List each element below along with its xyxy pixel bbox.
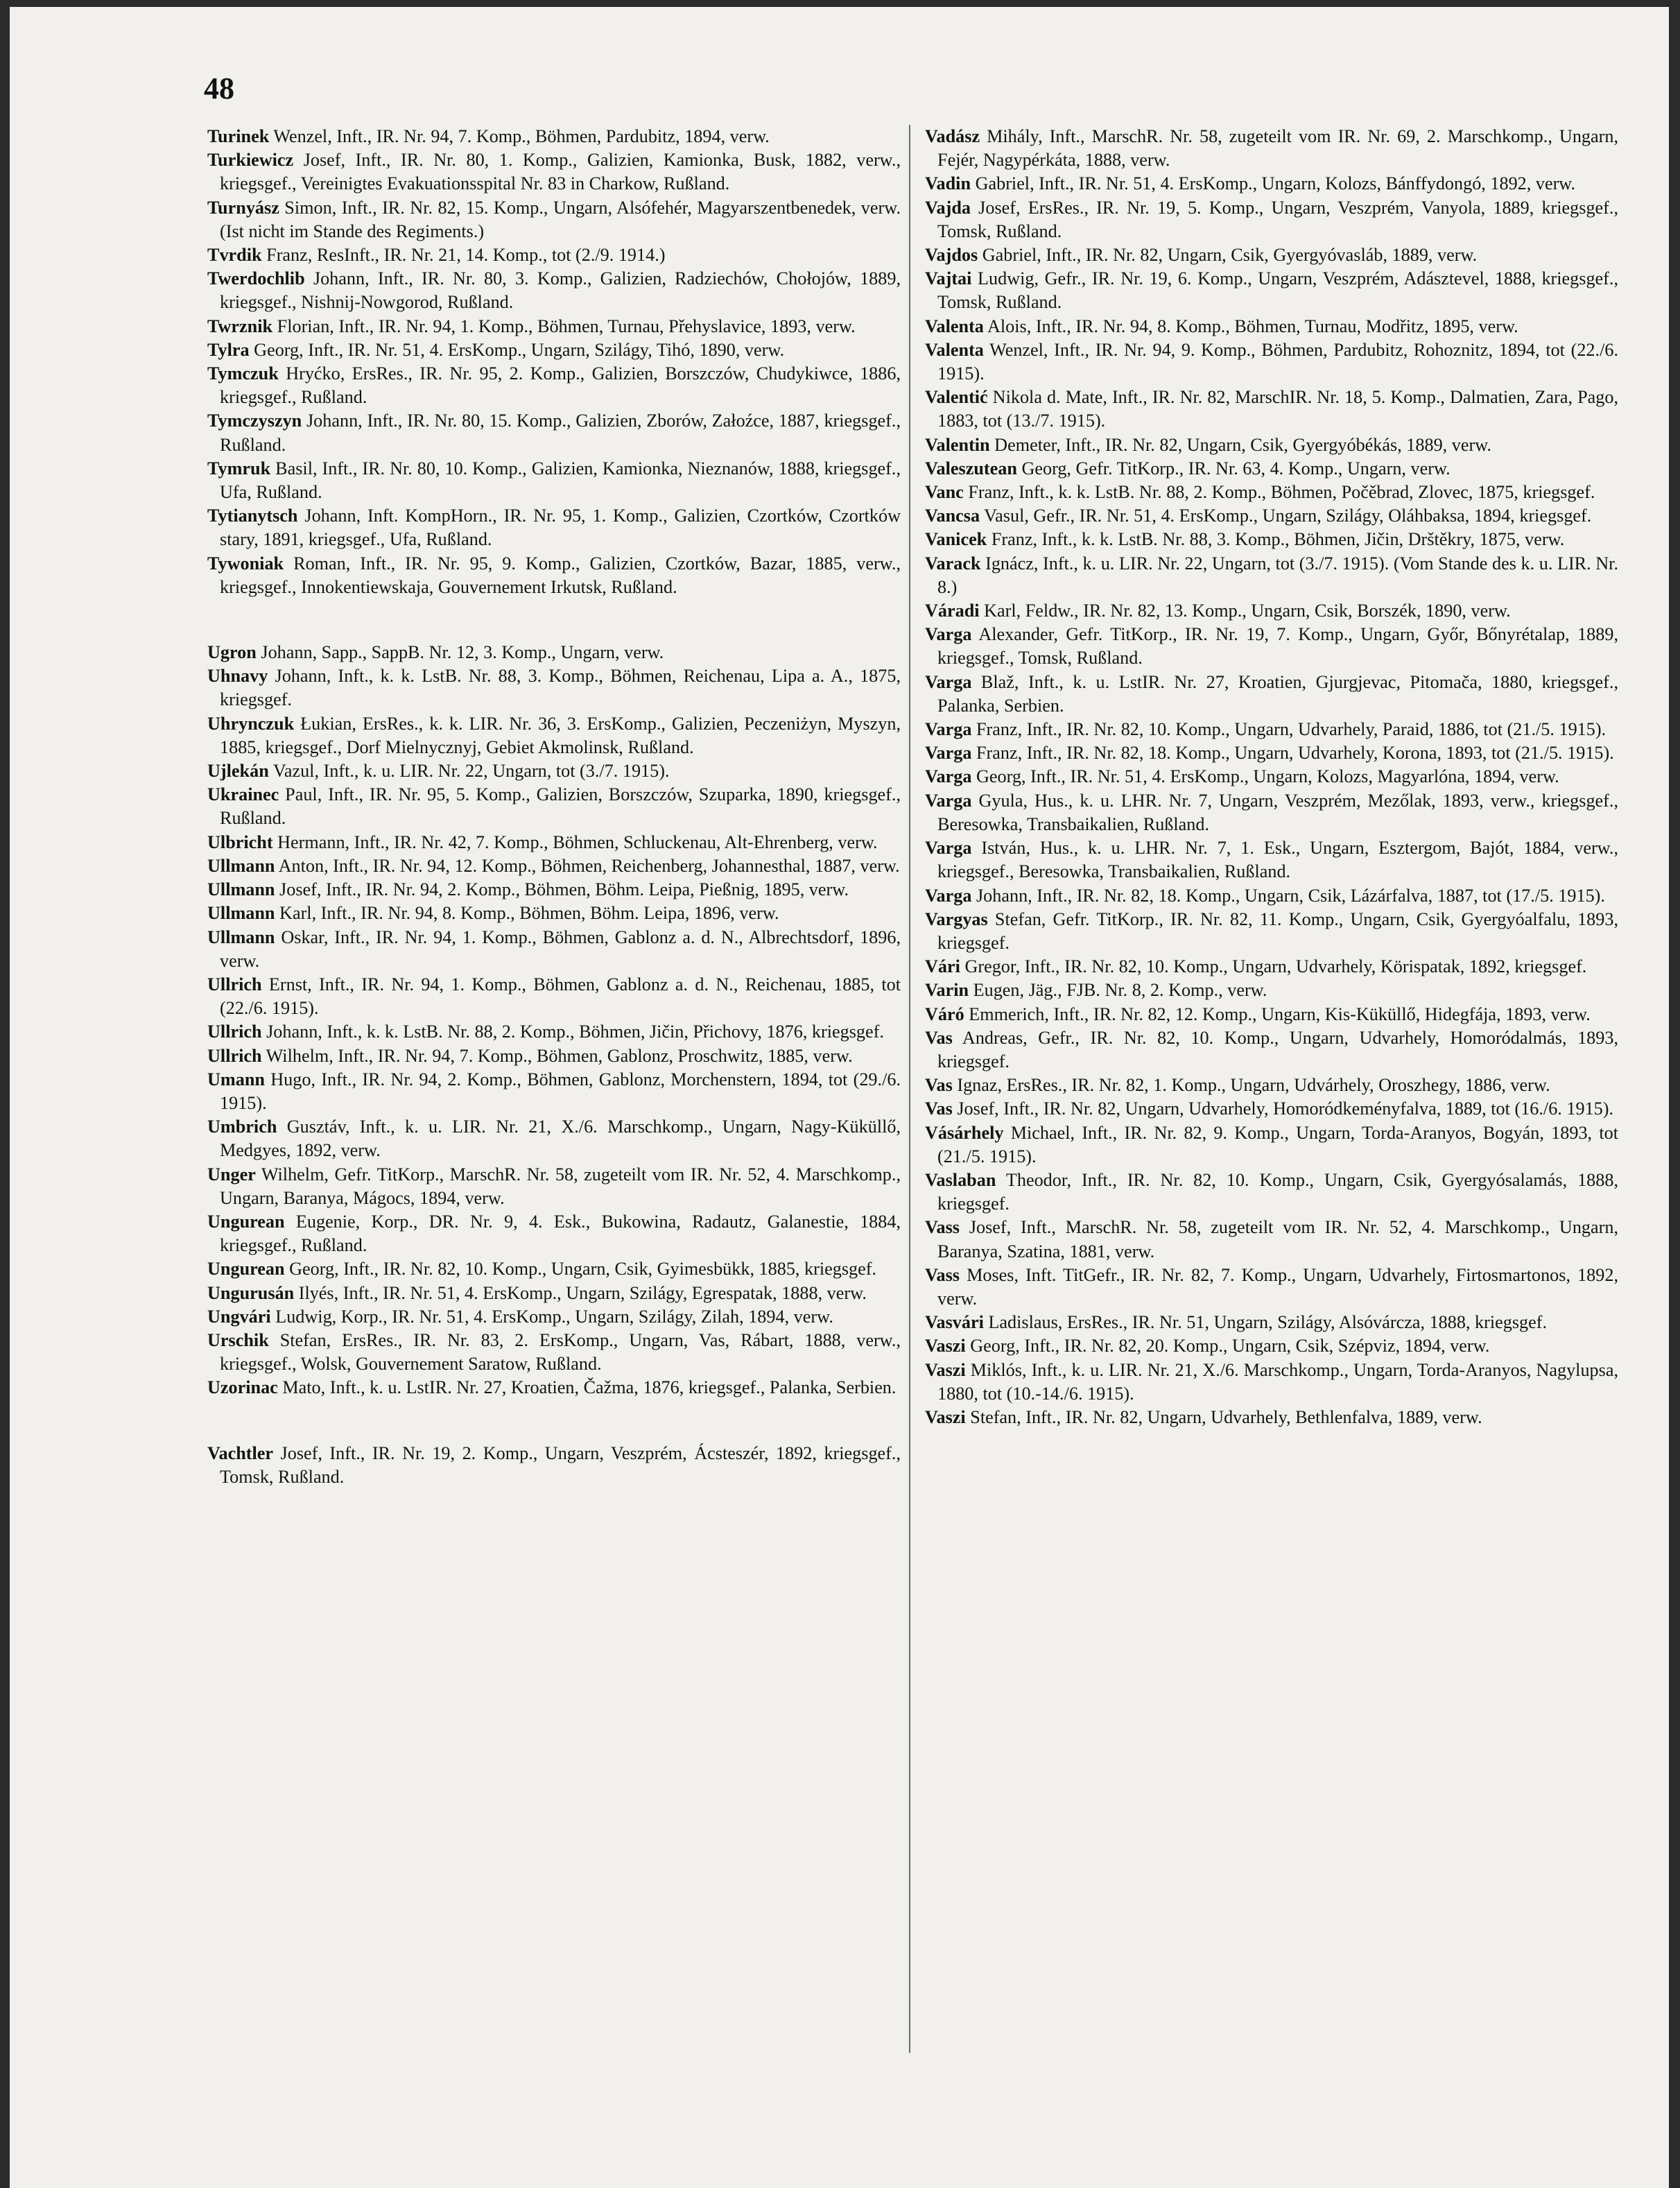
register-entry [207,1020,901,1044]
entry-details: Johann, Inft., k. k. LstB. Nr. 88, 3. Komp., Böhmen, Reichenau, Lipa a. A., 1875, kriegsgef. [220,666,901,710]
entry-surname: Vajdos [925,245,978,266]
entry-details: Stefan, Gefr. TitKorp., IR. Nr. 82, 11. Komp., Ungarn, Csik, Gyergyóalfalu, 1893, kriegsgef. [937,908,1618,953]
entry-surname: Vári [925,956,960,977]
entry-surname: Uzorinac [207,1377,278,1398]
entry-surname: Varga [925,885,972,906]
register-entry [925,979,1618,1002]
entry-surname: Tvrdik [207,245,262,266]
entry-surname: Valeszutean [925,458,1017,479]
register-entry [207,1068,901,1115]
register-entry [925,1264,1618,1311]
register-entry [207,338,901,362]
entry-details: Eugenie, Korp., DR. Nr. 9, 4. Esk., Bukowina, Radautz, Galanestie, 1884, kriegsgef., Rußland. [220,1211,901,1256]
register-entry [207,1257,901,1281]
entry-surname: Turkiewicz [207,150,294,171]
entry-details: Josef, Inft., IR. Nr. 94, 2. Komp., Böhmen, Böhm. Leipa, Pießnig, 1895, verw. [275,879,849,900]
entry-details: Vazul, Inft., k. u. LIR. Nr. 22, Ungarn, tot (3./7. 1915). [268,761,670,782]
entry-details: Michael, Inft., IR. Nr. 82, 9. Komp., Ungarn, Torda-Aranyos, Bogyán, 1893, tot (21./5. 1915). [937,1122,1618,1166]
register-entry [925,1406,1618,1429]
register-entry [207,973,901,1020]
entry-surname: Valenta [925,339,984,360]
column-divider [909,125,910,2053]
entry-surname: Varga [925,624,972,645]
register-entry [925,765,1618,789]
entry-details: Emmerich, Inft., IR. Nr. 82, 12. Komp., Ungarn, Kis-Küküllő, Hidegfája, 1893, verw. [964,1003,1591,1024]
register-entry [925,623,1618,670]
entry-surname: Tylra [207,339,250,360]
entry-details: Vasul, Gefr., IR. Nr. 51, 4. ErsKomp., Ungarn, Szilágy, Oláhbaksa, 1894, kriegsgef. [980,506,1592,526]
entry-surname: Varga [925,671,972,692]
register-entry [925,1311,1618,1334]
register-entry [925,338,1618,386]
register-entry [925,884,1618,908]
entry-surname: Umbrich [207,1117,277,1137]
entry-surname: Valenta [925,316,984,336]
entry-surname: Urschik [207,1329,269,1350]
entry-details: Anton, Inft., IR. Nr. 94, 12. Komp., Böhmen, Reichenberg, Johannesthal, 1887, verw. [275,855,900,876]
entry-surname: Tytianytsch [207,506,298,526]
entry-surname: Unger [207,1164,256,1185]
entry-details: Łukian, ErsRes., k. k. LIR. Nr. 36, 3. ErsKomp., Galizien, Peczeniżyn, Myszyn, 1885, kriegsgef., Dorf Mielnycznyj, Gebiet Akmolinsk, Rußland. [220,713,901,757]
register-entry [207,552,901,599]
entry-details: Josef, ErsRes., IR. Nr. 19, 5. Komp., Ungarn, Veszprém, Vanyola, 1889, kriegsgef., Tomsk, Rußland. [937,197,1618,241]
entry-details: Franz, ResInft., IR. Nr. 21, 14. Komp., tot (2./9. 1914.) [261,245,666,266]
register-entry [207,504,901,551]
entry-details: Ludwig, Korp., IR. Nr. 51, 4. ErsKomp., Ungarn, Szilágy, Zilah, 1894, verw. [270,1306,833,1327]
entry-details: Georg, Inft., IR. Nr. 51, 4. ErsKomp., Ungarn, Szilágy, Tihó, 1890, verw. [249,339,785,360]
entry-details: Wilhelm, Inft., IR. Nr. 94, 7. Komp., Böhmen, Gablonz, Proschwitz, 1885, verw. [261,1045,853,1066]
register-entry [925,1121,1618,1169]
entry-details: Gabriel, Inft., IR. Nr. 82, Ungarn, Csik, Gyergyóvasláb, 1889, verw. [978,245,1478,266]
entry-surname: Varack [925,553,981,574]
register-entry [925,741,1618,765]
entry-surname: Vaszi [925,1336,966,1356]
entry-details: Gusztáv, Inft., k. u. LIR. Nr. 21, X./6. Marschkomp., Ungarn, Nagy-Küküllő, Medgyes, 1892, verw. [220,1117,901,1161]
entry-surname: Varga [925,790,972,811]
register-entry [207,267,901,314]
entry-surname: Ujlekán [207,761,269,782]
register-entry [925,955,1618,979]
register-entry [207,125,901,148]
entry-surname: Ukrainec [207,784,279,805]
register-entry [925,1003,1618,1026]
register-entry [925,433,1618,457]
entry-surname: Váradi [925,601,980,621]
register-entry [925,1074,1618,1097]
register-entry [925,1169,1618,1216]
entry-surname: Vas [925,1027,953,1048]
entry-surname: Vadász [925,126,980,146]
entry-surname: Vajda [925,197,971,218]
register-entry [925,599,1618,623]
register-entry [925,386,1618,433]
register-entry [925,1334,1618,1358]
entry-surname: Vanicek [925,529,987,550]
register-entry [207,831,901,854]
entry-details: Josef, Inft., IR. Nr. 80, 1. Komp., Galizien, Kamionka, Busk, 1882, verw., kriegsgef., Vereinigtes Evakuationsspital Nr. 83 in Charkow, Rußland. [220,150,901,194]
register-entry [207,1210,901,1257]
register-entry [925,315,1618,338]
entry-details: Gyula, Hus., k. u. LHR. Nr. 7, Ungarn, Veszprém, Mezőlak, 1893, verw., kriegsgef., Beresowka, Transbaikalien, Rußland. [937,790,1618,834]
entry-surname: Tymczuk [207,363,279,384]
entry-details: Karl, Inft., IR. Nr. 94, 8. Komp., Böhmen, Böhm. Leipa, 1896, verw. [275,903,779,924]
entry-surname: Varin [925,980,969,1001]
register-entry [925,481,1618,504]
entry-surname: Vas [925,1075,953,1096]
entry-surname: Turnyász [207,197,279,218]
entry-surname: Váró [925,1003,964,1024]
register-entry [207,315,901,338]
entry-details: Wenzel, Inft., IR. Nr. 94, 7. Komp., Böhmen, Pardubitz, 1894, verw. [269,126,770,146]
entry-surname: Ungurean [207,1259,285,1280]
register-entry [207,712,901,759]
entry-surname: Ulbricht [207,832,273,852]
entry-surname: Vasvári [925,1312,984,1333]
register-entry [925,552,1618,599]
entry-details: Johann, Inft. KompHorn., IR. Nr. 95, 1. Komp., Galizien, Czortków, Czortków stary, 1891, kriegsgef., Ufa, Rußland. [220,506,901,550]
register-entry [207,1044,901,1068]
entry-details: Blaž, Inft., k. u. LstIR. Nr. 27, Kroatien, Gjurgjevac, Pitomača, 1880, kriegsgef., Palanka, Serbien. [937,671,1618,716]
entry-details: Johann, Inft., IR. Nr. 82, 18. Komp., Ungarn, Csik, Lázárfalva, 1887, tot (17./5. 1915). [971,885,1605,906]
entry-details: Mihály, Inft., MarschR. Nr. 58, zugeteilt vom IR. Nr. 69, 2. Marschkomp., Ungarn, Fejér, Nagypérkáta, 1888, verw. [937,126,1618,171]
entry-details: Georg, Inft., IR. Nr. 82, 10. Komp., Ungarn, Csik, Gyimesbükk, 1885, kriegsgef. [284,1259,877,1280]
entry-details: Alois, Inft., IR. Nr. 94, 8. Komp., Böhmen, Turnau, Modřitz, 1895, verw. [983,316,1518,336]
entry-details: Demeter, Inft., IR. Nr. 82, Ungarn, Csik, Gyergyóbékás, 1889, verw. [989,434,1491,455]
entry-details: Nikola d. Mate, Inft., IR. Nr. 82, MarschIR. Nr. 18, 5. Komp., Dalmatien, Zara, Pago, 1883, tot (13./7. 1915). [937,387,1618,431]
register-entry [925,718,1618,741]
entry-surname: Vajtai [925,268,972,289]
entry-details: Georg, Gefr. TitKorp., IR. Nr. 63, 4. Komp., Ungarn, verw. [1016,458,1450,479]
entry-surname: Twerdochlib [207,268,305,289]
entry-details: Johann, Inft., k. k. LstB. Nr. 88, 2. Komp., Böhmen, Jičin, Přichovy, 1876, kriegsgef. [261,1022,884,1042]
entry-details: Wenzel, Inft., IR. Nr. 94, 9. Komp., Böhmen, Pardubitz, Rohoznitz, 1894, tot (22./6. 1915). [937,339,1618,384]
entry-details: Gabriel, Inft., IR. Nr. 51, 4. ErsKomp., Ungarn, Kolozs, Bánffydongó, 1892, verw. [971,173,1576,194]
register-entry [925,504,1618,528]
entry-details: Paul, Inft., IR. Nr. 95, 5. Komp., Galizien, Borszczów, Szuparka, 1890, kriegsgef., Rußland. [220,784,901,829]
register-entry [207,196,901,243]
entry-surname: Turinek [207,126,270,146]
section-gap [207,599,901,641]
entry-details: Florian, Inft., IR. Nr. 94, 1. Komp., Böhmen, Turnau, Přehyslavice, 1893, verw. [272,316,856,336]
entry-details: Ignaz, ErsRes., IR. Nr. 82, 1. Komp., Ungarn, Udvárhely, Oroszhegy, 1886, verw. [952,1075,1550,1096]
entry-details: Eugen, Jäg., FJB. Nr. 8, 2. Komp., verw. [969,980,1267,1001]
entry-details: Ernst, Inft., IR. Nr. 94, 1. Komp., Böhmen, Gablonz a. d. N., Reichenau, 1885, tot (22./6. 1915). [220,974,901,1019]
entry-details: István, Hus., k. u. LHR. Nr. 7, 1. Esk., Ungarn, Esztergom, Bajót, 1884, verw., kriegsgef., Beresowka, Transbaikalien, Rußland. [937,838,1618,882]
entry-details: Georg, Inft., IR. Nr. 82, 20. Komp., Ungarn, Csik, Szépviz, 1894, verw. [965,1336,1490,1356]
register-entry [207,1329,901,1376]
entry-details: Karl, Feldw., IR. Nr. 82, 13. Komp., Ungarn, Csik, Borszék, 1890, verw. [979,601,1511,621]
entry-surname: Vaslaban [925,1169,996,1190]
entry-details: Miklós, Inft., k. u. LIR. Nr. 21, X./6. Marschkomp., Ungarn, Torda-Aranyos, Nagylupsa, 1880, tot (10.-14./6. 1915). [937,1359,1618,1404]
entry-details: Gregor, Inft., IR. Nr. 82, 10. Komp., Ungarn, Udvarhely, Körispatak, 1892, kriegsgef. [960,956,1587,977]
entry-details: Hryćko, ErsRes., IR. Nr. 95, 2. Komp., Galizien, Borszczów, Chudykiwce, 1886, kriegsgef., Rußland. [220,363,901,408]
register-entry [207,664,901,712]
register-entry [925,836,1618,884]
register-entry [925,528,1618,551]
entry-surname: Ugron [207,642,257,663]
entry-details: Theodor, Inft., IR. Nr. 82, 10. Komp., Ungarn, Csik, Gyergyósalamás, 1888, kriegsgef. [937,1169,1618,1214]
register-entry [207,457,901,504]
entry-surname: Tymczyszyn [207,411,302,431]
register-entry [207,1442,901,1489]
entry-details: Alexander, Gefr. TitKorp., IR. Nr. 19, 7. Komp., Ungarn, Győr, Bőnyrétalap, 1889, kriegsgef., Tomsk, Rußland. [937,624,1618,669]
entry-details: Franz, Inft., k. k. LstB. Nr. 88, 2. Komp., Böhmen, Počěbrad, Zlovec, 1875, kriegsgef. [963,482,1595,503]
register-entry [925,908,1618,955]
entry-surname: Vargyas [925,908,988,929]
entry-surname: Vaszi [925,1406,966,1427]
entry-surname: Tymruk [207,458,271,479]
register-entry [925,1359,1618,1406]
entry-surname: Ungvári [207,1306,271,1327]
register-entry [925,1026,1618,1074]
register-entry [207,1305,901,1329]
entry-details: Stefan, Inft., IR. Nr. 82, Ungarn, Udvarhely, Bethlenfalva, 1889, verw. [965,1406,1482,1427]
entry-surname: Vaszi [925,1359,966,1380]
entry-details: Johann, Sapp., SappB. Nr. 12, 3. Komp., Ungarn, verw. [256,642,664,663]
entry-details: Oskar, Inft., IR. Nr. 94, 1. Komp., Böhmen, Gablonz a. d. N., Albrechtsdorf, 1896, verw. [220,927,901,971]
register-entry [207,854,901,878]
entry-details: Josef, Inft., MarschR. Nr. 58, zugeteilt vom IR. Nr. 52, 4. Marschkomp., Ungarn, Baranya, Szatina, 1881, verw. [937,1217,1618,1261]
entry-surname: Vadin [925,173,971,194]
entry-surname: Ullmann [207,855,275,876]
entry-surname: Vass [925,1217,960,1238]
entry-details: Franz, Inft., IR. Nr. 82, 18. Komp., Ungarn, Udvarhely, Korona, 1893, tot (21./5. 1915). [971,743,1614,764]
entry-surname: Vass [925,1264,960,1285]
entry-surname: Ungurean [207,1211,285,1232]
entry-details: Ilyés, Inft., IR. Nr. 51, 4. ErsKomp., Ungarn, Szilágy, Egrespatak, 1888, verw. [294,1282,867,1303]
entry-details: Mato, Inft., k. u. LstIR. Nr. 27, Kroatien, Čažma, 1876, kriegsgef., Palanka, Serbien. [277,1377,897,1398]
register-entry [207,878,901,902]
right-column [925,125,1618,1429]
entry-details: Simon, Inft., IR. Nr. 82, 15. Komp., Ungarn, Alsófehér, Magyarszentbenedek, verw. (Ist nicht im Stande des Regiments.) [220,197,901,241]
register-entry [207,409,901,456]
register-entry [207,1163,901,1210]
register-entry [925,196,1618,243]
entry-surname: Ullrich [207,1022,262,1042]
entry-details: Franz, Inft., k. k. LstB. Nr. 88, 3. Komp., Böhmen, Jičin, Drštěkry, 1875, verw. [987,529,1565,550]
entry-surname: Vas [925,1099,953,1119]
entry-surname: Varga [925,766,972,787]
entry-surname: Uhrynczuk [207,713,295,734]
register-entry [207,641,901,664]
register-entry [207,1282,901,1305]
register-entry [207,783,901,830]
register-entry [207,926,901,973]
entry-surname: Uhnavy [207,666,268,687]
register-entry [925,671,1618,718]
left-column [207,125,901,1489]
entry-details: Ignácz, Inft., k. u. LIR. Nr. 22, Ungarn, tot (3./7. 1915). (Vom Stande des k. u. LIR. Nr. 8.) [937,553,1618,597]
entry-surname: Ullrich [207,1045,262,1066]
entry-surname: Ungurusán [207,1282,295,1303]
register-entry [207,243,901,267]
entry-details: Basil, Inft., IR. Nr. 80, 10. Komp., Galizien, Kamionka, Nieznanów, 1888, kriegsgef., Ufa, Rußland. [220,458,901,503]
entry-surname: Vancsa [925,506,980,526]
register-entry [207,759,901,783]
entry-surname: Ullrich [207,974,262,994]
entry-surname: Ullmann [207,903,275,924]
entry-surname: Valentić [925,387,988,408]
entry-surname: Vanc [925,482,964,503]
register-entry [207,362,901,409]
section-gap [207,1400,901,1442]
entry-details: Andreas, Gefr., IR. Nr. 82, 10. Komp., Ungarn, Udvarhely, Homoródalmás, 1893, kriegsgef. [937,1027,1618,1071]
entry-details: Josef, Inft., IR. Nr. 82, Ungarn, Udvarhely, Homoródkeményfalva, 1889, tot (16./6. 1915). [952,1099,1614,1119]
register-entry [925,1216,1618,1263]
register-entry [925,172,1618,196]
entry-details: Roman, Inft., IR. Nr. 95, 9. Komp., Galizien, Czortków, Bazar, 1885, verw., kriegsgef., Innokentiewskaja, Gouvernement Irkutsk, Rußland. [220,553,901,597]
entry-details: Wilhelm, Gefr. TitKorp., MarschR. Nr. 58, zugeteilt vom IR. Nr. 52, 4. Marschkomp., Ungarn, Baranya, Mágocs, 1894, verw. [220,1164,901,1208]
entry-surname: Vásárhely [925,1122,1004,1143]
entry-details: Josef, Inft., IR. Nr. 19, 2. Komp., Ungarn, Veszprém, Ácsteszér, 1892, kriegsgef., Tomsk, Rußland. [220,1442,901,1487]
entry-surname: Ullmann [207,927,275,947]
entry-surname: Umann [207,1069,265,1089]
register-entry [207,902,901,925]
entry-details: Stefan, ErsRes., IR. Nr. 83, 2. ErsKomp., Ungarn, Vas, Rábart, 1888, verw., kriegsgef., Wolsk, Gouvernement Saratow, Rußland. [220,1329,901,1375]
entry-details: Johann, Inft., IR. Nr. 80, 3. Komp., Galizien, Radziechów, Chołojów, 1889, kriegsgef., Nishnij-Nowgorod, Rußland. [220,268,901,313]
entry-details: Hermann, Inft., IR. Nr. 42, 7. Komp., Böhmen, Schluckenau, Alt-Ehrenberg, verw. [272,832,878,852]
entry-details: Georg, Inft., IR. Nr. 51, 4. ErsKomp., Ungarn, Kolozs, Magyarlóna, 1894, verw. [971,766,1559,787]
entry-surname: Varga [925,719,972,740]
entry-details: Johann, Inft., IR. Nr. 80, 15. Komp., Galizien, Zborów, Załoźce, 1887, kriegsgef., Rußland. [220,411,901,455]
entry-surname: Vachtler [207,1442,274,1463]
register-entry [925,267,1618,314]
entry-surname: Varga [925,838,972,859]
entry-surname: Tywoniak [207,553,284,574]
register-entry [925,789,1618,836]
register-entry [207,1115,901,1162]
entry-details: Moses, Inft. TitGefr., IR. Nr. 82, 7. Komp., Ungarn, Udvarhely, Firtosmartonos, 1892, verw. [937,1264,1618,1309]
register-entry [925,243,1618,267]
register-entry [925,457,1618,481]
register-entry [207,148,901,196]
register-entry [925,125,1618,172]
register-entry [207,1376,901,1399]
entry-details: Hugo, Inft., IR. Nr. 94, 2. Komp., Böhmen, Gablonz, Morchenstern, 1894, tot (29./6. 1915). [220,1069,901,1113]
entry-details: Ludwig, Gefr., IR. Nr. 19, 6. Komp., Ungarn, Veszprém, Adásztevel, 1888, kriegsgef., Tomsk, Rußland. [937,268,1618,313]
entry-details: Franz, Inft., IR. Nr. 82, 10. Komp., Ungarn, Udvarhely, Paraid, 1886, tot (21./5. 1915). [971,719,1607,740]
register-entry [925,1097,1618,1121]
entry-surname: Ullmann [207,879,275,900]
entry-surname: Valentin [925,434,990,455]
page-number: 48 [204,71,234,105]
entry-surname: Varga [925,743,972,764]
entry-details: Ladislaus, ErsRes., IR. Nr. 51, Ungarn, Szilágy, Alsóvárcza, 1888, kriegsgef. [983,1312,1548,1333]
entry-surname: Twrznik [207,316,273,336]
